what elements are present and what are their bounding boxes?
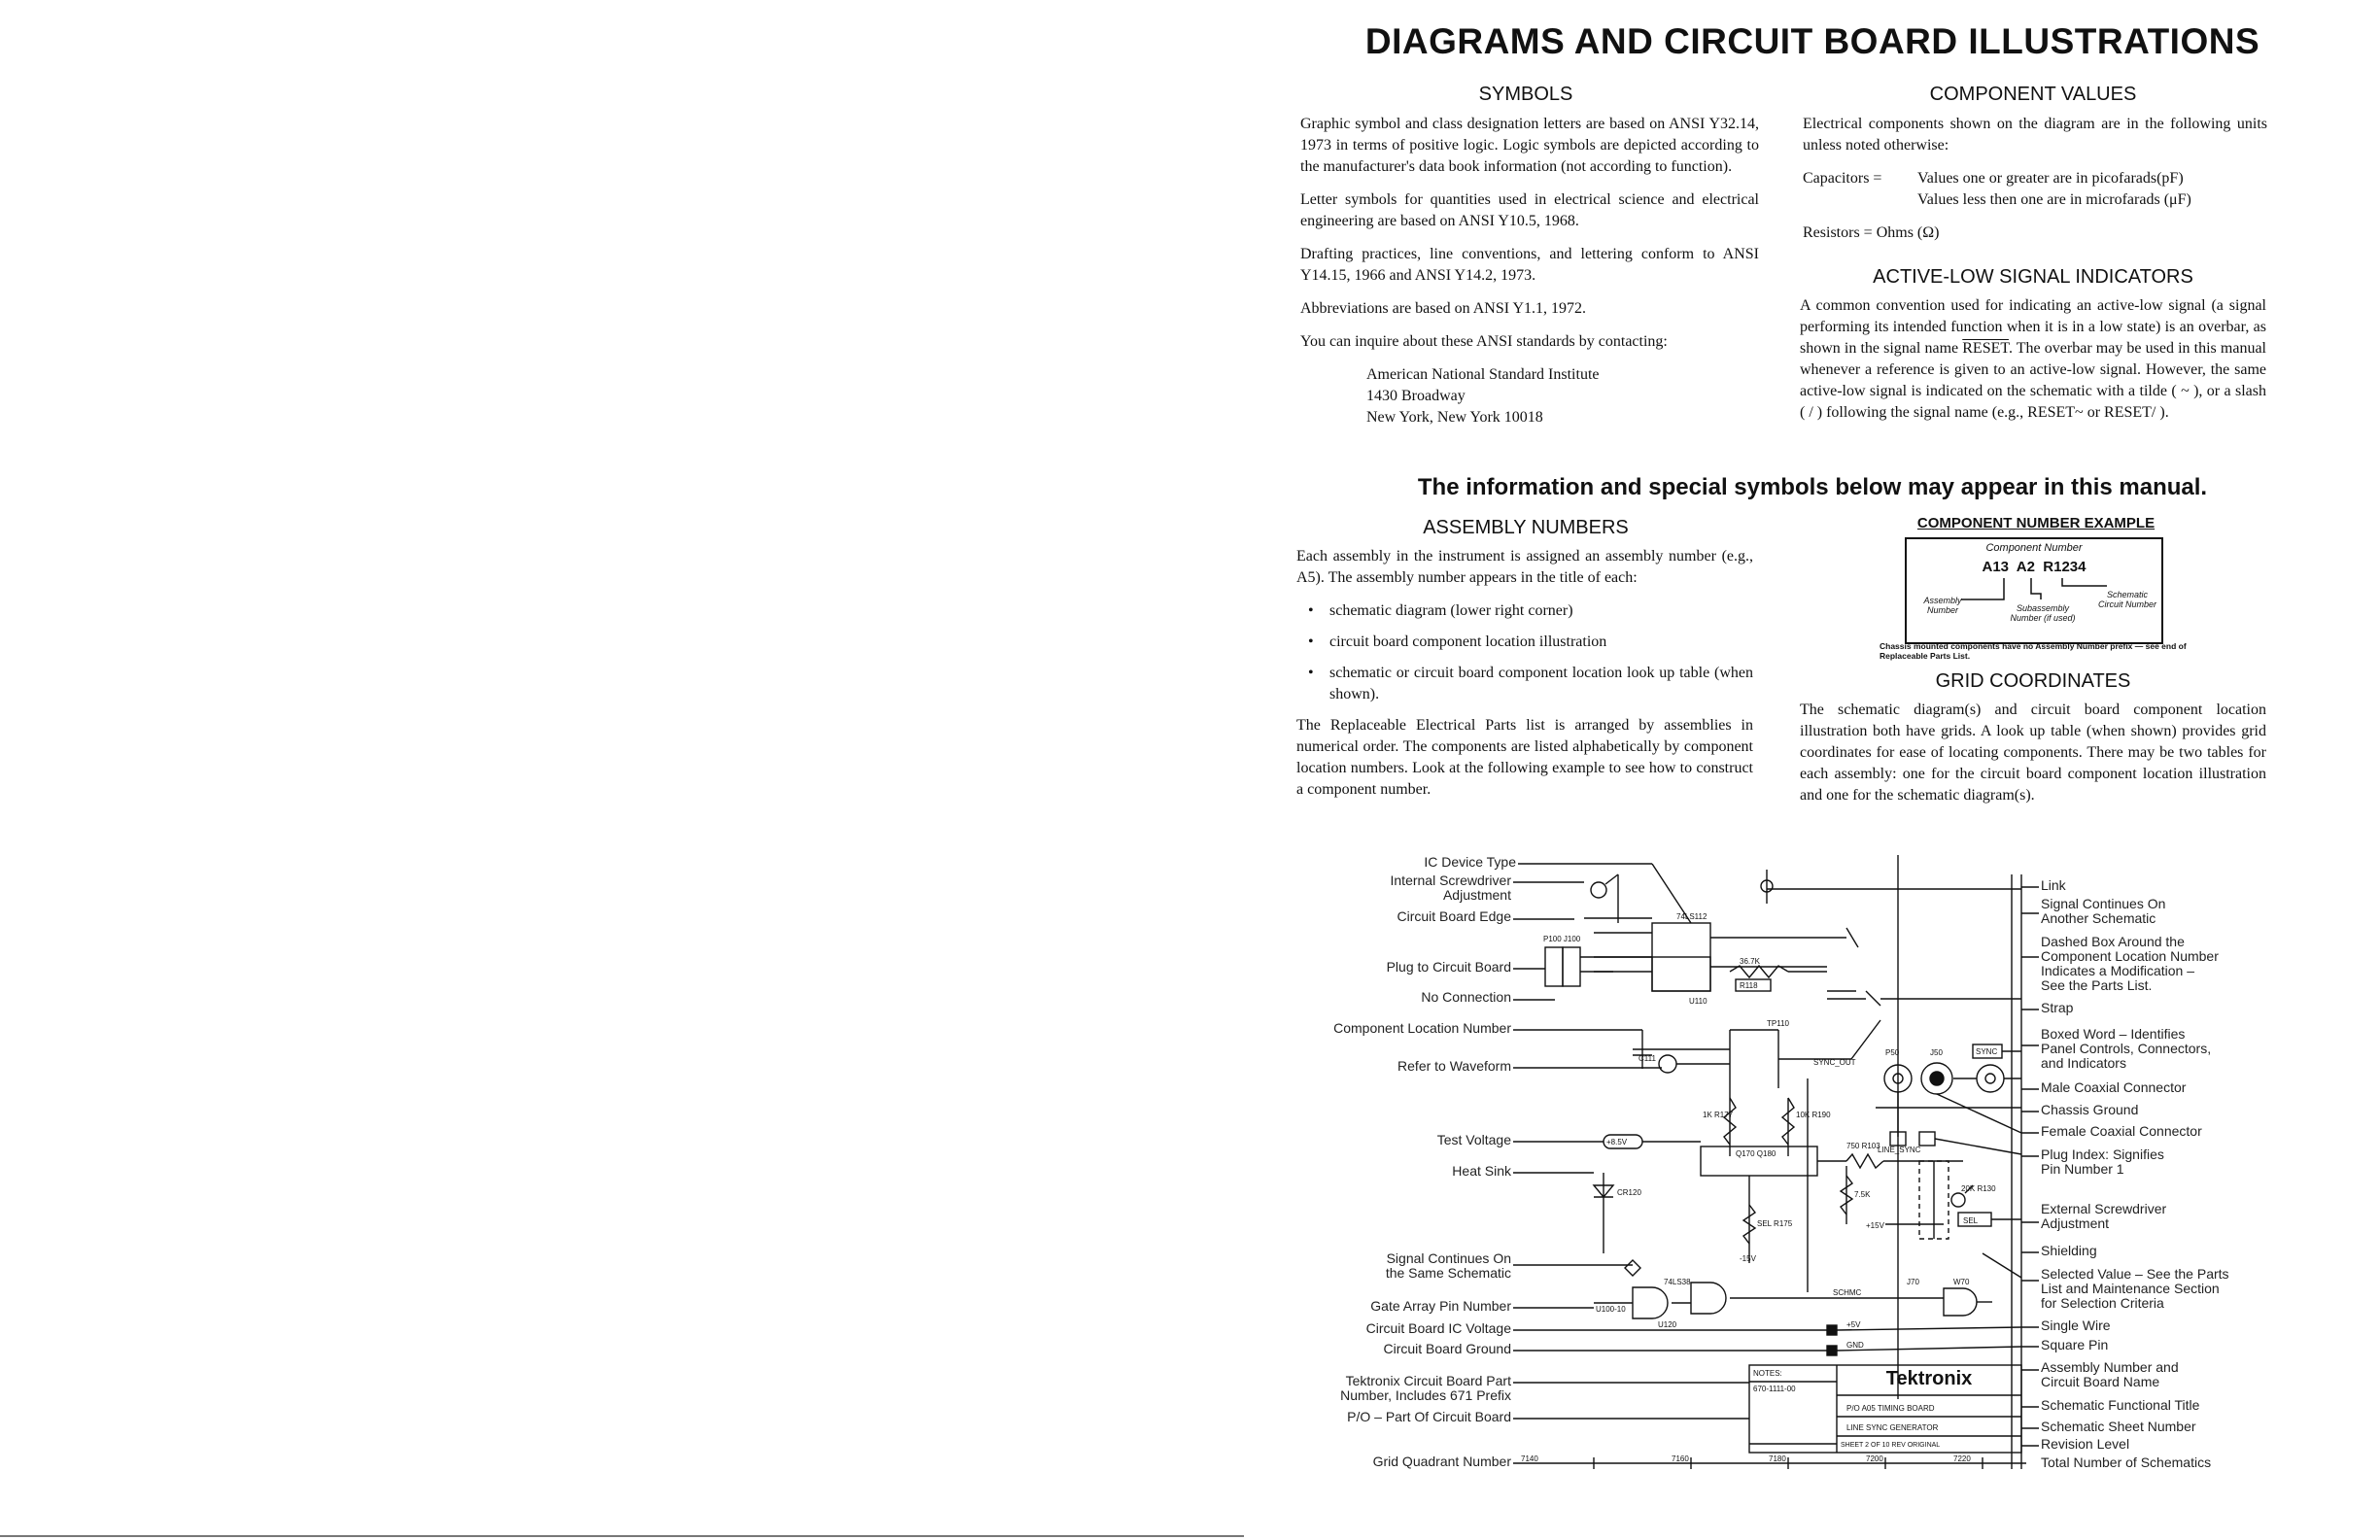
cn-example-box xyxy=(1905,537,2163,644)
title-block-function: LINE SYNC GENERATOR xyxy=(1846,1423,1939,1432)
callout-selected-value: Selected Value – See the Parts xyxy=(2041,1266,2229,1282)
sel-boxed-label: SEL xyxy=(1963,1216,1979,1225)
callout-assembly-number: Assembly Number and xyxy=(2041,1359,2179,1375)
cn-top-label: Component Number xyxy=(1985,542,2083,554)
callout-functional-title: Schematic Functional Title xyxy=(2041,1397,2200,1413)
symbols-para-2: Letter symbols for quantities used in electrical science and electrical engineering are based on ANSI Y10.5, 1968. xyxy=(1300,191,1759,229)
w70-label: W70 xyxy=(1953,1278,1970,1286)
callout-square-pin: Square Pin xyxy=(2041,1337,2109,1352)
callout-signal-continues-same: Signal Continues On xyxy=(1386,1250,1511,1266)
callout-no-connection: No Connection xyxy=(1421,989,1511,1005)
ic-type-label: 74LS112 xyxy=(1676,912,1707,921)
callout-circuit-board-edge: Circuit Board Edge xyxy=(1397,908,1511,924)
assembly-para-2: The Replaceable Electrical Parts list is arranged by assemblies in numerical order. The components are listed alphabetically by component location numbers. Look at the following example to see how to construct a component number. xyxy=(1296,717,1753,798)
callout-ic-voltage: Circuit Board IC Voltage xyxy=(1365,1320,1511,1336)
bullet-item: • circuit board component location illustration xyxy=(1329,632,1753,653)
callout-sheet-number: Schematic Sheet Number xyxy=(2041,1419,2196,1434)
callout-signal-continues-another: Signal Continues On xyxy=(2041,896,2166,911)
cn-schem-label: Schematic Circuit Number xyxy=(2097,590,2156,609)
callout-single-wire: Single Wire xyxy=(2041,1318,2111,1333)
assembly-bullet-list xyxy=(1296,600,1753,705)
grid-para: The schematic diagram(s) and circuit board component location illustration both have grids. A look up table (when shown) provides grid coordinates for ease of locating components. There may be two tables for each assembly: one for the circuit board component location illustration and one for the schematic diagram(s). xyxy=(1800,702,2266,804)
title-block-sheet: SHEET 2 OF 10 REV ORIGINAL xyxy=(1841,1442,1941,1449)
grid-number: 7140 xyxy=(1521,1454,1538,1463)
grid-heading: GRID COORDINATES xyxy=(1935,670,2131,692)
callout-strap: Strap xyxy=(2041,1000,2074,1015)
assembly-section xyxy=(1296,546,1753,812)
page-title: DIAGRAMS AND CIRCUIT BOARD ILLUSTRATIONS xyxy=(1364,21,2260,61)
callout-female-coax: Female Coaxial Connector xyxy=(2041,1123,2202,1139)
j70-label: J70 xyxy=(1907,1278,1919,1286)
callout-panel-controls: Panel Controls, Connectors, xyxy=(2041,1041,2212,1056)
symbols-para-5: You can inquire about these ANSI standards by contacting: xyxy=(1300,333,1668,350)
callout-maintenance: List and Maintenance Section xyxy=(2041,1281,2220,1296)
cap-lines xyxy=(1917,168,2191,211)
callout-indicators: and Indicators xyxy=(2041,1055,2126,1071)
address-line-3: New York, New York 10018 xyxy=(1366,409,1543,426)
callout-another-schematic: Another Schematic xyxy=(2041,910,2156,926)
q-label: Q170 Q180 xyxy=(1736,1149,1776,1158)
cn-example-heading: COMPONENT NUMBER EXAMPLE xyxy=(1916,515,2156,531)
reset-signal: RESET xyxy=(1962,340,2009,357)
info-band: The information and special symbols below may appear in this manual. xyxy=(1417,474,2208,500)
bullet-item: • schematic diagram (lower right corner) xyxy=(1329,600,1753,622)
assembly-heading: ASSEMBLY NUMBERS xyxy=(1423,517,1629,538)
symbols-section xyxy=(1300,114,1759,428)
title-block-part-number: 670-1111-00 xyxy=(1753,1385,1796,1393)
c111-label: C111 xyxy=(1638,1054,1656,1063)
symbols-heading: SYMBOLS xyxy=(1478,84,1573,105)
grid-number: 7180 xyxy=(1769,1454,1786,1463)
gnd-label: GND xyxy=(1846,1341,1864,1350)
callout-revision-level: Revision Level xyxy=(2041,1436,2130,1452)
bullet-item: • schematic or circuit board component location look up table (when shown). xyxy=(1329,663,1753,705)
r103-label: 750 R103 xyxy=(1846,1142,1880,1150)
callout-see-parts: See the Parts List. xyxy=(2041,977,2153,993)
sel-r175-label: SEL R175 xyxy=(1757,1219,1793,1228)
component-values-heading: COMPONENT VALUES xyxy=(1929,84,2137,105)
callout-link: Link xyxy=(2041,877,2066,893)
minus-15v-label: -15V xyxy=(1740,1254,1756,1263)
tektronix-logo: Tektronix xyxy=(1885,1368,1973,1389)
callout-plug-to-board: Plug to Circuit Board xyxy=(1386,959,1511,975)
component-values-section xyxy=(1803,114,2267,244)
cr120-label: CR120 xyxy=(1617,1188,1641,1197)
callout-boxed-word: Boxed Word – Identifies xyxy=(2041,1026,2186,1042)
callout-grid-quadrant: Grid Quadrant Number xyxy=(1372,1454,1511,1469)
cap-label: Capacitors = xyxy=(1803,170,1882,187)
callout-total-schematics: Total Number of Schematics xyxy=(2041,1454,2212,1470)
title-block-board-name: P/O A05 TIMING BOARD xyxy=(1846,1404,1935,1413)
callout-modification: Indicates a Modification – xyxy=(2041,963,2194,978)
cap-line-1: Values one or greater are in picofarads(pF) xyxy=(1917,170,2184,187)
callout-selection-criteria: for Selection Criteria xyxy=(2041,1295,2164,1311)
p50-label: P50 xyxy=(1885,1048,1900,1057)
symbols-para-1: Graphic symbol and class designation letters are based on ANSI Y32.14, 1973 in terms of positive logic. Logic symbols are depicted according to the manufacturer's data book information (not according to function). xyxy=(1300,116,1759,175)
address-line-1: American National Standard Institute xyxy=(1366,366,1600,383)
callout-shielding: Shielding xyxy=(2041,1243,2097,1258)
symbols-para-3: Drafting practices, line conventions, and lettering conform to ANSI Y14.15, 1966 and ANSI Y14.2, 1973. xyxy=(1300,246,1759,284)
callout-671-prefix: Number, Includes 671 Prefix xyxy=(1340,1387,1511,1403)
address-line-2: 1430 Broadway xyxy=(1366,388,1466,404)
res-36k-label: 36.7K xyxy=(1740,957,1760,966)
r177-label: 1K R177 xyxy=(1703,1111,1734,1119)
cn-number: A13 A2 R1234 xyxy=(1982,559,2087,575)
callout-component-location-number: Component Location Number xyxy=(1333,1020,1511,1036)
sync-boxed-word: SYNC xyxy=(1976,1047,1998,1056)
callout-heat-sink: Heat Sink xyxy=(1452,1163,1511,1179)
grid-number: 7160 xyxy=(1672,1454,1689,1463)
j50-label: J50 xyxy=(1930,1048,1943,1057)
callout-ic-device-type: IC Device Type xyxy=(1424,854,1516,870)
component-values-para: Electrical components shown on the diagram are in the following units unless noted otherwise: xyxy=(1803,116,2267,154)
callout-dashed-box-2: Component Location Number xyxy=(2041,948,2219,964)
callout-board-ground: Circuit Board Ground xyxy=(1383,1341,1511,1356)
u120-label: U120 xyxy=(1658,1320,1677,1329)
callout-refer-to-waveform: Refer to Waveform xyxy=(1397,1058,1511,1074)
callout-part-of-board: P/O – Part Of Circuit Board xyxy=(1347,1409,1511,1424)
title-block-notes: NOTES: xyxy=(1753,1369,1782,1378)
callout-ext-adjustment: Adjustment xyxy=(2041,1215,2110,1231)
callout-chassis-ground: Chassis Ground xyxy=(2041,1102,2139,1117)
callout-adjustment: Adjustment xyxy=(1442,887,1511,903)
callout-board-name: Circuit Board Name xyxy=(2041,1374,2160,1389)
page-bottom-rule xyxy=(0,1535,1244,1537)
callout-dashed-box: Dashed Box Around the xyxy=(2041,934,2185,949)
u110-label: U110 xyxy=(1689,997,1707,1006)
tp110-label: TP110 xyxy=(1767,1019,1789,1028)
ansi-address xyxy=(1366,364,1759,428)
cn-sub-label: Subassembly Number (if used) xyxy=(2010,603,2076,623)
plus-15v-label: +15V xyxy=(1866,1221,1884,1230)
wire-label: SCHMC xyxy=(1833,1288,1862,1297)
callout-test-voltage: Test Voltage xyxy=(1436,1132,1511,1147)
res-7-5k-label: 7.5K xyxy=(1854,1190,1871,1199)
active-low-para xyxy=(1800,295,2266,424)
symbols-para-4: Abbreviations are based on ANSI Y1.1, 1972. xyxy=(1300,300,1587,317)
gate-pin-label: U100-10 xyxy=(1596,1305,1626,1314)
plus-5v-label: +5V xyxy=(1846,1320,1861,1329)
callout-board-part: Tektronix Circuit Board Part xyxy=(1345,1373,1511,1388)
callout-male-coax: Male Coaxial Connector xyxy=(2041,1079,2187,1095)
cn-assembly-label: Assembly Number xyxy=(1923,596,1962,615)
line-sync-label: LINE_SYNC xyxy=(1878,1146,1921,1154)
cap-line-2: Values less then one are in microfarads (μF) xyxy=(1917,191,2191,208)
callout-internal-screwdriver: Internal Screwdriver xyxy=(1390,873,1511,888)
capacitor-values xyxy=(1803,168,2267,211)
plug-pins-label: P100 J100 xyxy=(1543,935,1581,943)
active-low-text-a: A common convention used for indicating an active-low signal (a signal performing its intended function when it is in a low state) is an overbar, as shown in the signal name xyxy=(1800,297,2266,357)
callout-plug-index: Plug Index: Signifies xyxy=(2041,1146,2164,1162)
grid-number: 7200 xyxy=(1866,1454,1883,1463)
r130-label: 20K R130 xyxy=(1961,1184,1996,1193)
grid-number: 7220 xyxy=(1953,1454,1971,1463)
resistor-values: Resistors = Ohms (Ω) xyxy=(1803,224,1940,241)
cn-note: Chassis mounted components have no Assembly Number prefix — see end of Replaceable Parts List. xyxy=(1880,641,2187,661)
assembly-para-1: Each assembly in the instrument is assigned an assembly number (e.g., A5). The assembly number appears in the title of each: xyxy=(1296,548,1753,586)
sync-out-label: SYNC_OUT xyxy=(1813,1058,1856,1067)
res-tag-label: R118 xyxy=(1740,981,1758,990)
callout-external-screwdriver: External Screwdriver xyxy=(2041,1201,2167,1216)
test-voltage-value: +8.5V xyxy=(1606,1138,1628,1146)
r190-label: 10K R190 xyxy=(1796,1111,1831,1119)
callout-same-schematic: the Same Schematic xyxy=(1385,1265,1511,1281)
gate-type-label: 74LS38 xyxy=(1664,1278,1691,1286)
example-schematic xyxy=(1263,836,2235,1477)
active-low-heading: ACTIVE-LOW SIGNAL INDICATORS xyxy=(1873,266,2193,288)
callout-gate-array-pin: Gate Array Pin Number xyxy=(1370,1298,1511,1314)
callout-pin-number: Pin Number 1 xyxy=(2041,1161,2124,1177)
active-low-text-b: . The overbar may be used in this manual whenever a reference is given to an active-low signal. However, the same active-low signal is indicated on the schematic with a tilde ( ~ ), or a slash ( / ) following the signal name (e.g., RESET~ or RESET/ ). xyxy=(1800,340,2267,421)
